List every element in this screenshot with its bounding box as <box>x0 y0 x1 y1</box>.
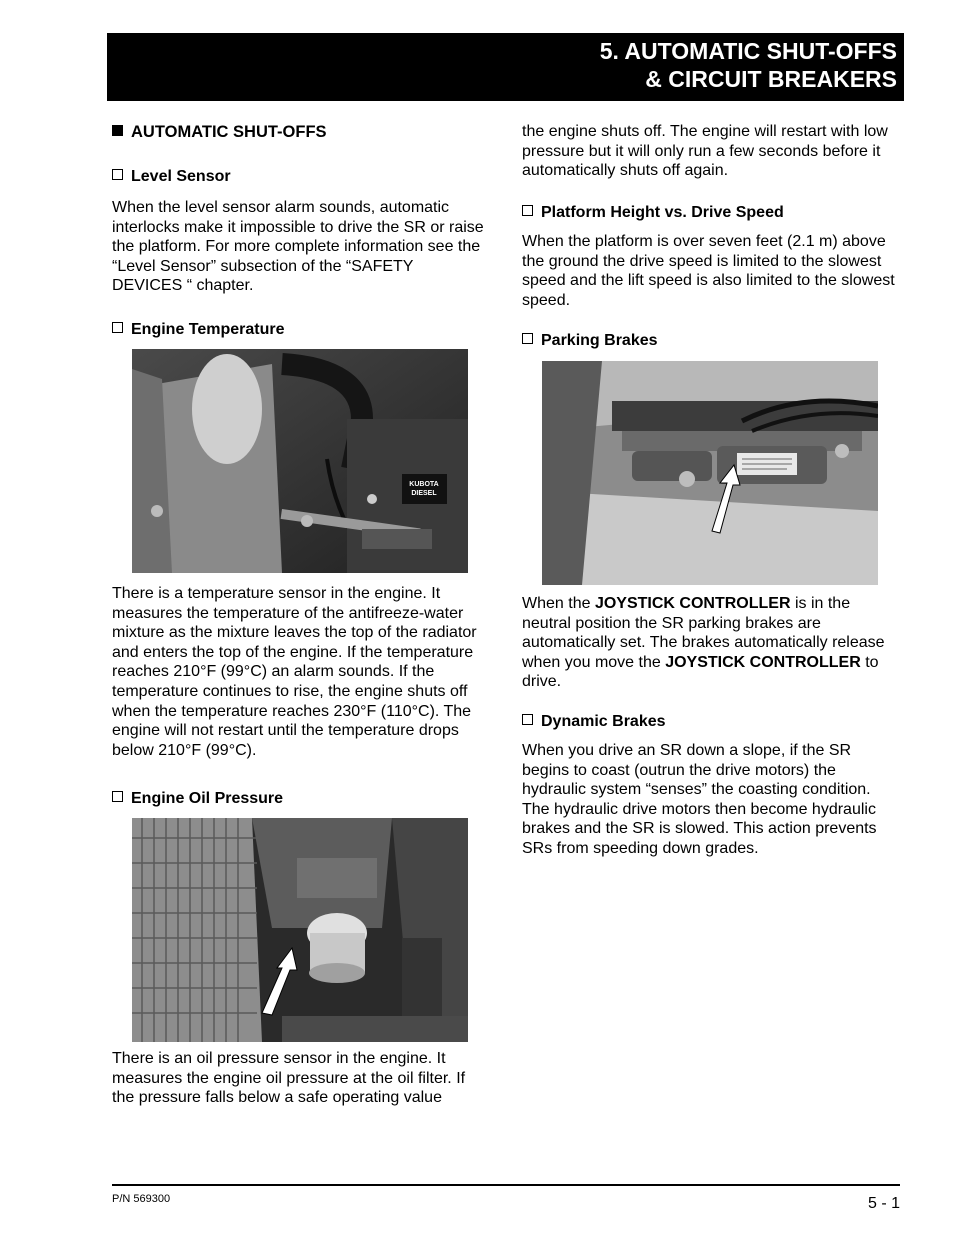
checkbox-bullet-icon <box>522 714 533 725</box>
chapter-header <box>107 33 904 101</box>
engine-temperature-photo <box>132 349 468 573</box>
subsection-title-engine-oil-pressure <box>112 790 283 808</box>
subsection-title-dynamic-brakes <box>522 713 666 731</box>
oil-pressure-continuation-paragraph: the engine shuts off. The engine will restart with low pressure but it will only run a few seconds before it automatically shuts off again. <box>522 123 888 180</box>
part-number: P/N 569300 <box>112 1193 171 1205</box>
joystick-controller-term-2: JOYSTICK CONTROLLER <box>665 653 861 671</box>
subsection-title-platform-height <box>522 204 784 222</box>
parking-brakes-text-3: to drive. <box>522 653 879 691</box>
subsection-title-level-sensor <box>112 168 231 186</box>
level-sensor-paragraph: When the level sensor alarm sounds, automatic interlocks make it impossible to drive the SR or raise the platform. For more complete information see the “Level Sensor” subsection of the “SAFETY DEVICES “ chapter. <box>112 199 484 295</box>
parking-brakes-paragraph <box>522 594 900 692</box>
checkbox-bullet-icon <box>522 205 533 216</box>
parking-brakes-photo <box>542 361 878 585</box>
checkbox-bullet-icon <box>112 322 123 333</box>
checkbox-bullet-icon <box>112 169 123 180</box>
subsection-title-text: Engine Temperature <box>131 321 285 338</box>
subsection-title-text: Platform Height vs. Drive Speed <box>541 204 784 221</box>
section-title-automatic-shutoffs <box>112 123 327 142</box>
engine-oil-pressure-paragraph: There is an oil pressure sensor in the engine. It measures the engine oil pressure at the oil filter. If the pressure falls below a safe operating value <box>112 1050 466 1107</box>
subsection-title-text: Dynamic Brakes <box>541 713 666 730</box>
subsection-title-text: Level Sensor <box>131 168 231 185</box>
parking-brakes-text-2: is in the neutral position the SR parking brakes are automatically set. The brakes automatically release when you move the <box>522 595 885 671</box>
kubota-label-line-2: DIESEL <box>411 490 437 497</box>
platform-height-paragraph: When the platform is over seven feet (2.1 m) above the ground the drive speed is limited to the slowest speed and the lift speed is also limited to the slowest speed. <box>522 233 895 309</box>
chapter-title-line-2: & CIRCUIT BREAKERS <box>645 66 897 92</box>
engine-temperature-paragraph: There is a temperature sensor in the engine. It measures the temperature of the antifreeze-water mixture as the mixture leaves the top of the radiator and enters the top of the engine. If the temperature reaches 210°F (99°C) an alarm sounds. If the temperature continues to rise, the engine shuts off when the temperature reaches 230°F (110°C). The engine will not restart until the temperature drops below 210°F (99°C). <box>112 585 477 759</box>
checkbox-bullet-icon <box>112 791 123 802</box>
page-number: 5 - 1 <box>867 1195 900 1212</box>
engine-oil-pressure-photo <box>132 818 468 1042</box>
joystick-controller-term-1: JOYSTICK CONTROLLER <box>594 595 791 612</box>
subsection-title-text: Engine Oil Pressure <box>131 790 284 807</box>
footer-divider <box>112 1184 900 1186</box>
subsection-title-engine-temperature <box>112 321 285 339</box>
dynamic-brakes-paragraph: When you drive an SR down a slope, if the SR begins to coast (outrun the drive motors) the hydraulic system “senses” the coasting condition. The hydraulic drive motors then become hydraulic brakes and the SR is slowed. This action prevents SRs from speeding down grades. <box>522 742 877 857</box>
section-title-text: AUTOMATIC SHUT-OFFS <box>131 123 327 141</box>
parking-brakes-text-1: When the <box>522 595 595 612</box>
subsection-title-text: Parking Brakes <box>541 332 658 349</box>
filled-square-bullet-icon <box>112 125 123 136</box>
kubota-label-line-1: KUBOTA <box>409 481 439 488</box>
chapter-title-line-1: 5. AUTOMATIC SHUT-OFFS <box>599 38 897 64</box>
checkbox-bullet-icon <box>522 333 533 344</box>
subsection-title-parking-brakes <box>522 332 658 350</box>
